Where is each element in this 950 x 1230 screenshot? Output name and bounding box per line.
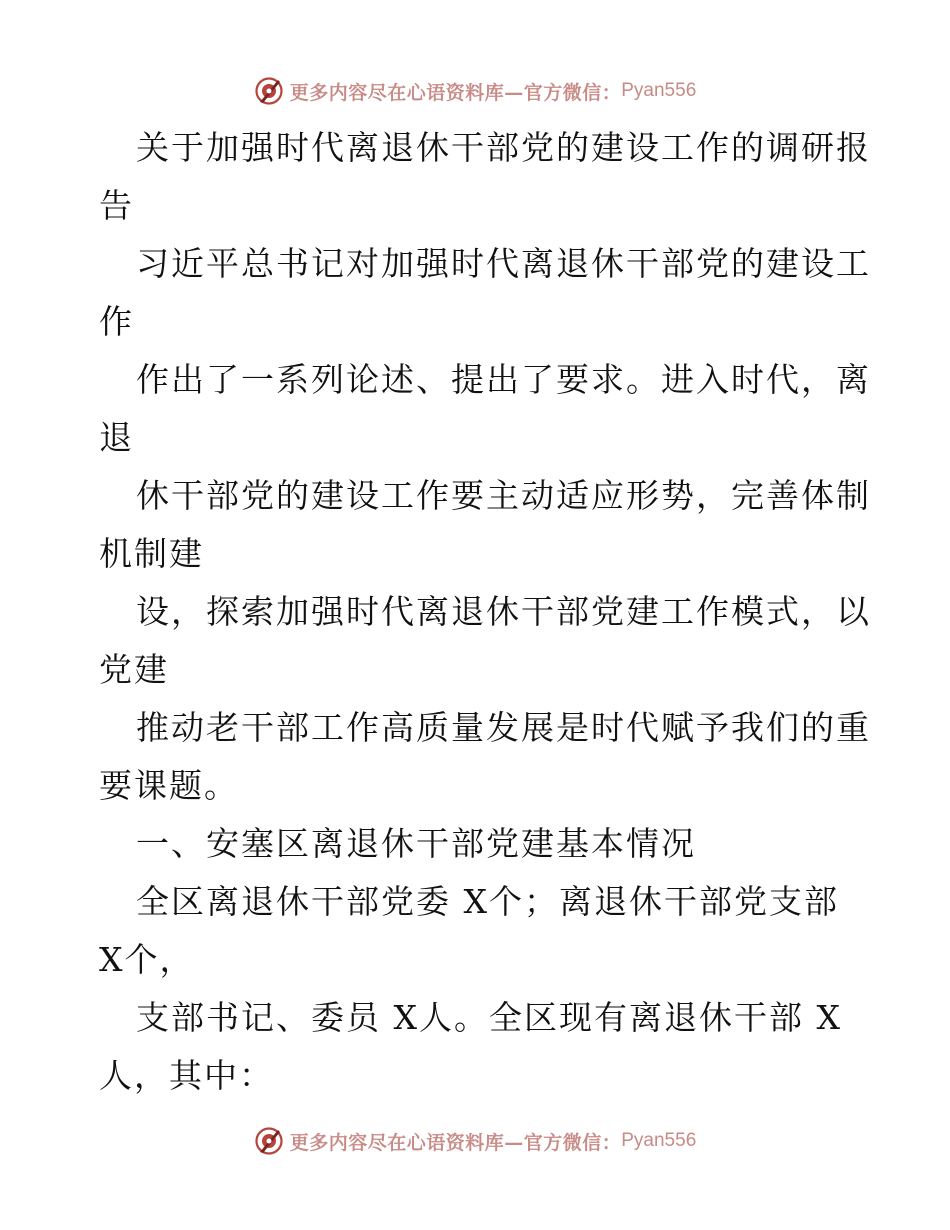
- paragraph-line: 习近平总书记对加强时代离退休干部党的建设工: [136, 244, 871, 283]
- paragraph-line: 党建: [99, 650, 169, 689]
- paragraph-line: 作: [99, 302, 134, 341]
- paragraph-line: 推动老干部工作高质量发展是时代赋予我们的重: [136, 708, 871, 747]
- watermark-wechat-id: Pyan556: [621, 80, 697, 101]
- watermark-wechat-id: Pyan556: [621, 1130, 697, 1151]
- paragraph-line: 支部书记、委员 X人。全区现有离退休干部 X: [136, 998, 842, 1037]
- quill-logo-icon: [254, 76, 284, 106]
- paragraph-line: 休干部党的建设工作要主动适应形势，完善体制: [136, 476, 871, 515]
- paragraph-line: 退: [99, 418, 134, 457]
- paragraph-line: X个，: [99, 940, 195, 979]
- section-heading: 一、安塞区离退休干部党建基本情况: [136, 824, 696, 863]
- paragraph-line: 要课题。: [99, 766, 239, 805]
- footer-watermark: [0, 1121, 950, 1161]
- paragraph-line: 作出了一系列论述、提出了要求。进入时代，离: [136, 360, 871, 399]
- quill-logo-icon: [254, 1126, 284, 1156]
- watermark-text: 更多内容尽在心语资料库—官方微信：: [289, 1131, 622, 1154]
- paragraph-line: 人，其中：: [99, 1056, 274, 1095]
- header-watermark: [0, 71, 950, 111]
- watermark-text: 更多内容尽在心语资料库—官方微信：: [289, 81, 622, 104]
- paragraph-line: 全区离退休干部党委 X个；离退休干部党支部: [136, 882, 839, 921]
- title-line-2: 告: [99, 186, 134, 225]
- paragraph-line: 机制建: [99, 534, 204, 573]
- paragraph-line: 设，探索加强时代离退休干部党建工作模式，以: [136, 592, 871, 631]
- title-line-1: 关于加强时代离退休干部党的建设工作的调研报: [136, 128, 871, 167]
